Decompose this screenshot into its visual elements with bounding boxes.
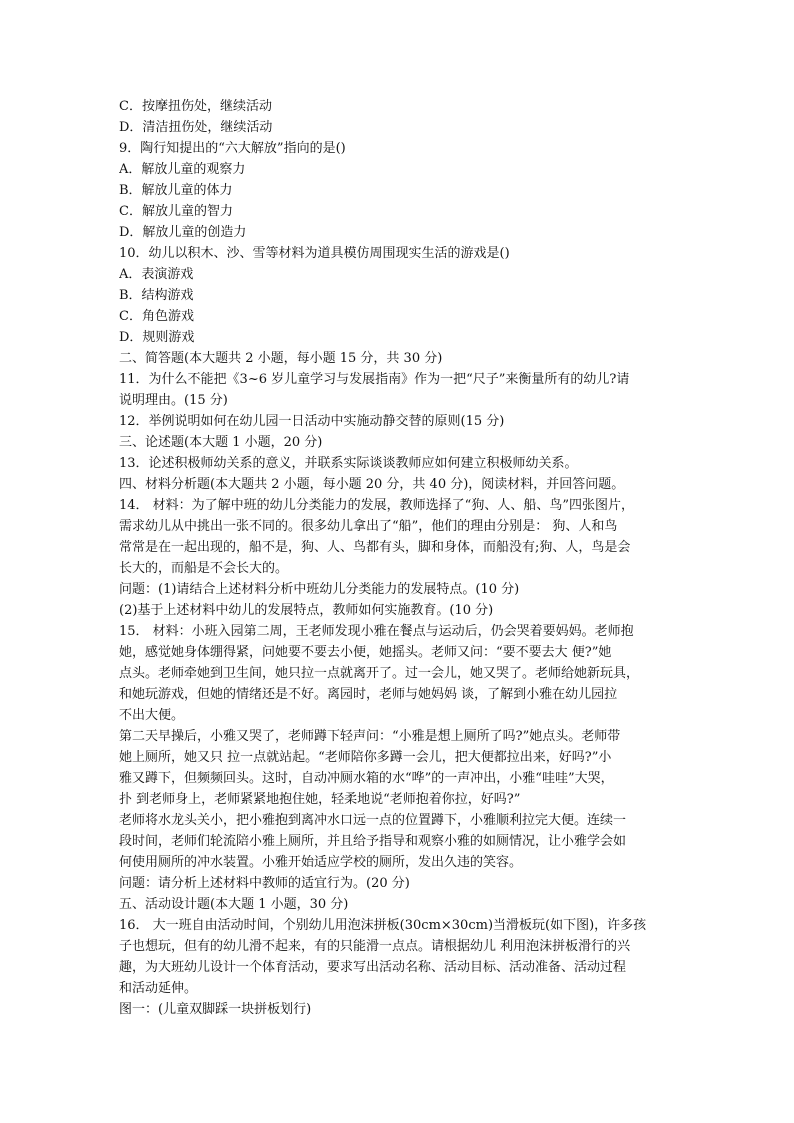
question-15-line-7: 她上厕所，她又只 拉一点就站起。“老师陪你多蹲一会儿，把大便都拉出来，好吗?”小: [119, 750, 612, 765]
option-c-q8: C．按摩扭伤处，继续活动: [119, 99, 272, 114]
question-15-line-9: 扑 到老师身上，老师紧紧地抱住她，轻柔地说“老师抱着你拉，好吗?”: [119, 792, 521, 807]
option-c-q10: C．角色游戏: [119, 309, 194, 324]
question-9: 9．陶行知提出的“六大解放”指向的是(): [119, 141, 346, 156]
section-heading-short-answer: 二、简答题(本大题共 2 小题，每小题 15 分，共 30 分): [119, 351, 443, 366]
question-15-line-11: 段时间，老师们轮流陪小雅上厕所，并且给予指导和观察小雅的如厕情况，让小雅学会如: [119, 834, 627, 849]
question-15-line-12: 何使用厕所的冲水装置。小雅开始适应学校的厕所，发出久违的笑容。: [119, 855, 523, 870]
question-16-line-3: 趣，为大班幼儿设计一个体育活动，要求写出活动名称、活动目标、活动准备、活动过程: [119, 960, 627, 975]
option-d-q10: D．规则游戏: [119, 330, 195, 345]
question-16-line-4: 和活动延伸。: [119, 981, 198, 996]
question-14-line-1: 14． 材料：为了解中班的幼儿分类能力的发展，教师选择了“狗、人、船、鸟”四张图片，: [119, 498, 634, 513]
question-11-line-1: 11．为什么不能把《3~6 岁儿童学习与发展指南》作为一把“尺子”来衡量所有的幼儿?请: [119, 372, 630, 387]
question-14-line-2: 需求幼儿从中挑出一张不同的。很多幼儿拿出了“船”，他们的理由分别是： 狗、人和鸟: [119, 519, 618, 534]
question-15-line-2: 她，感觉她身体绷得紧，问她要不要去小便，她摇头。老师又问：“要不要去大 便?”她: [119, 645, 612, 660]
question-14-line-4: 长大的，而船是不会长大的。: [119, 561, 289, 576]
question-13: 13．论述积极师幼关系的意义，并联系实际谈谈教师应如何建立积极师幼关系。: [119, 456, 578, 471]
question-15-line-5: 不出大便。: [119, 708, 185, 723]
question-15-line-1: 15． 材料：小班入园第二周，王老师发现小雅在餐点与运动后，仍会哭着要妈妈。老师抱: [119, 624, 634, 639]
option-a-q9: A．解放儿童的观察力: [119, 162, 246, 177]
option-d-q8: D．清洁扭伤处，继续活动: [119, 120, 273, 135]
option-a-q10: A．表演游戏: [119, 267, 194, 282]
question-15-prompt: 问题：请分析上述材料中教师的适宜行为。(20 分): [119, 876, 410, 891]
option-d-q9: D．解放儿童的创造力: [119, 225, 247, 240]
question-14-line-3: 常常是在一起出现的，船不是，狗、人、鸟都有头，脚和身体，而船没有;狗、人，鸟是会: [119, 540, 631, 555]
exam-content: [119, 96, 679, 1020]
question-15-line-8: 雅又蹲下，但频频回头。这时，自动冲厕水箱的水“哗”的一声冲出，小雅“哇哇”大哭，: [119, 771, 614, 786]
option-b-q10: B．结构游戏: [119, 288, 194, 303]
section-heading-essay: 三、论述题(本大题 1 小题，20 分): [119, 435, 323, 450]
option-c-q9: C．解放儿童的智力: [119, 204, 233, 219]
question-10: 10．幼儿以积木、沙、雪等材料为道具模仿周围现实生活的游戏是(): [119, 246, 510, 261]
question-16-line-2: 子也想玩，但有的幼儿滑不起来，有的只能滑一点点。请根据幼儿 利用泡沫拼板滑行的兴: [119, 939, 631, 954]
section-heading-activity-design: 五、活动设计题(本大题 1 小题，30 分): [119, 897, 349, 912]
question-15-line-10: 老师将水龙头关小，把小雅抱到离冲水口远一点的位置蹲下，小雅顺利拉完大便。连续一: [119, 813, 627, 828]
question-15-line-3: 点头。老师牵她到卫生间，她只拉一点就离开了。过一会儿，她又哭了。老师给她新玩具，: [119, 666, 640, 681]
section-heading-material-analysis: 四、材料分析题(本大题共 2 小题，每小题 20 分，共 40 分)，阅读材料，并回答问题。: [119, 477, 625, 492]
option-b-q9: B．解放儿童的体力: [119, 183, 233, 198]
question-14-prompt-2: (2)基于上述材料中幼儿的发展特点，教师如何实施教育。(10 分): [119, 603, 494, 618]
question-12: 12．举例说明如何在幼儿园一日活动中实施动静交替的原则(15 分): [119, 414, 505, 429]
question-15-line-6: 第二天早操后，小雅又哭了，老师蹲下轻声问：“小雅是想上厕所了吗?”她点头。老师带: [119, 729, 621, 744]
question-14-prompt-1: 问题：(1)请结合上述材料分析中班幼儿分类能力的发展特点。(10 分): [119, 582, 520, 597]
question-11-line-2: 说明理由。(15 分): [119, 393, 228, 408]
figure-caption: 图一：(儿童双脚踩一块拼板划行): [119, 1002, 312, 1017]
question-16-line-1: 16． 大一班自由活动时间，个别幼儿用泡沫拼板(30cm×30cm)当滑板玩(如下图)，许多孩: [119, 918, 647, 933]
question-15-line-4: 和她玩游戏，但她的情绪还是不好。离园时，老师与她妈妈 谈，了解到小雅在幼儿园拉: [119, 687, 618, 702]
